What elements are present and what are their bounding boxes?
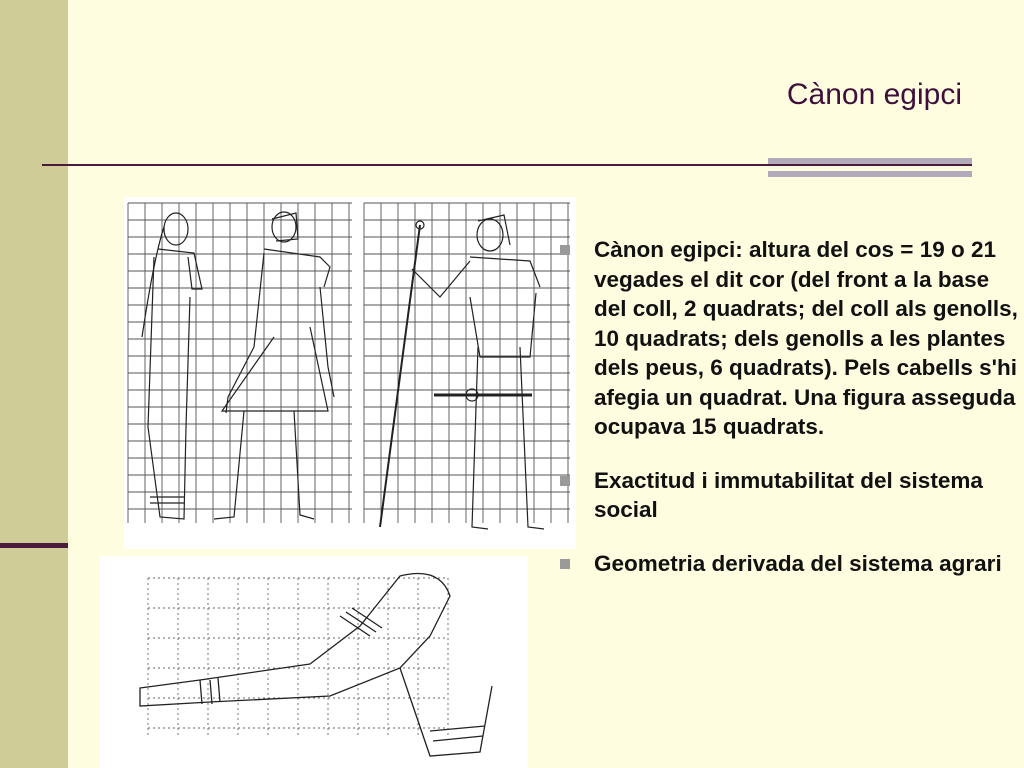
standing-figures-grid-drawing [124,197,360,549]
bullet-item-exactitud [556,466,1018,525]
left-band-accent-line [0,543,68,548]
bullet-text: Cànon egipci: altura del cos = 19 o 21 vegades el dit cor (del front a la base del coll, 2 quadrats; del coll als genolls, 10 quadrats; dels genolls a les plantes dels peus, 6 quadrats). Pels cabells s'hi afegia un quadrat. Una figura asseguda ocupava 15 quadrats. [594,237,1018,439]
bullet-item-canon [556,235,1018,442]
bullet-square-icon [560,245,570,255]
bullet-square-icon [560,476,570,486]
bullet-square-icon [560,559,570,569]
left-decorative-band [0,0,68,768]
decorative-bar-bottom [768,171,972,177]
title-divider-line [42,164,972,166]
seated-leg-grid-drawing [100,556,528,768]
figure-with-staff-grid-drawing [360,197,576,549]
bullet-list [556,235,1018,602]
bullet-text: Geometria derivada del sistema agrari [594,550,1002,576]
slide-title: Cànon egipci [786,78,962,111]
decorative-bar-top [768,158,972,164]
bullet-text: Exactitud i immutabilitat del sistema social [594,467,983,522]
bullet-item-geometria [556,549,1018,579]
